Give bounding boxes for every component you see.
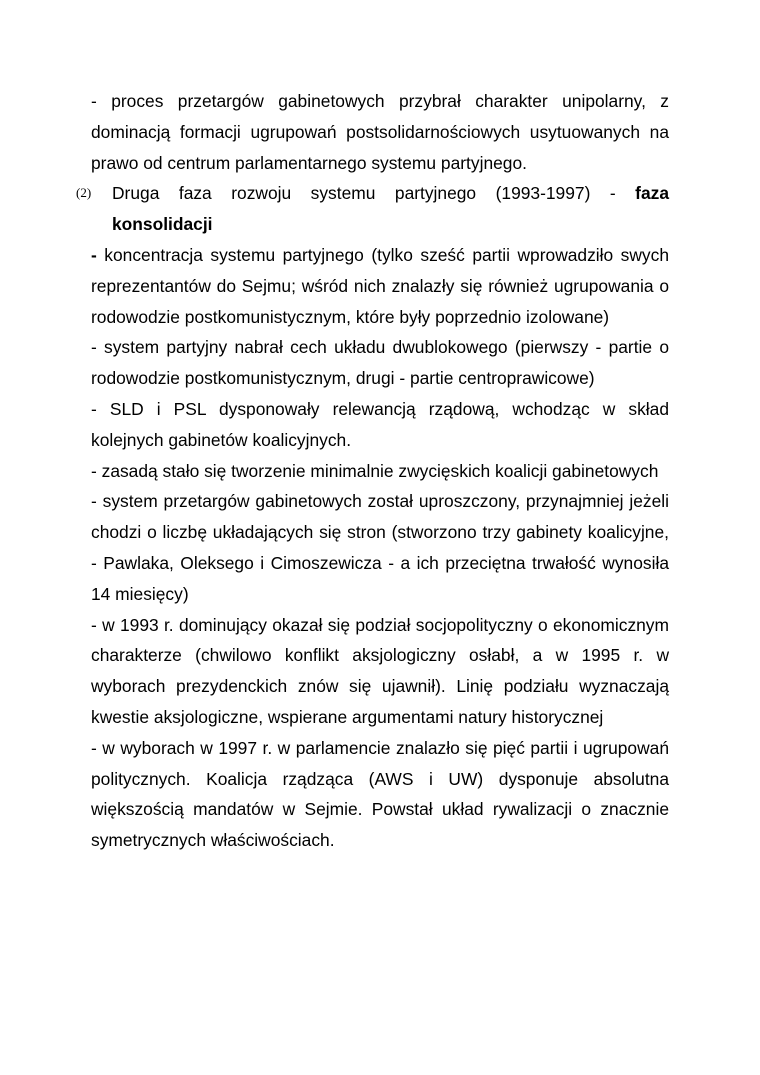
heading-text: Druga faza rozwoju systemu partyjnego (1993-1997) - xyxy=(112,183,616,204)
intro-paragraph: - proces przetargów gabinetowych przybrał charakter unipolarny, z dominacją formacji ugrupowań postsolidarnościowych usytuowanych na prawo od centrum parlamentarnego systemu partyjnego. xyxy=(91,91,669,173)
heading-bold-word: faza xyxy=(635,183,669,204)
list-item: - SLD i PSL dysponowały relewancją rządową, wchodząc w skład kolejnych gabinetów koalicyjnych. xyxy=(91,398,669,450)
list-item: - system przetargów gabinetowych został uproszczony, przynajmniej jeżeli chodzi o liczbę układających się stron (stworzono trzy gabinety koalicyjne, - Pawlaka, Oleksego i Cimoszewicza - a ich przeciętna trwałość wynosiła 14 miesięcy) xyxy=(91,491,669,604)
heading-line-1 xyxy=(91,178,669,209)
heading-line-2: konsolidacji xyxy=(112,214,213,235)
list-item-text: koncentracja systemu partyjnego (tylko sześć partii wprowadziło swych reprezentantów do Sejmu; wśród nich znalazły się również ugrupowania o rodowodzie postkomunistycznym, które były poprzednio izolowane) xyxy=(91,244,669,327)
list-item: - system partyjny nabrał cech układu dwublokowego (pierwszy - partie o rodowodzie postkomunistycznym, drugi - partie centroprawicowe) xyxy=(91,337,669,389)
list-item xyxy=(91,240,669,332)
list-item-dash: - xyxy=(91,244,97,265)
list-item: - zasadą stało się tworzenie minimalnie zwycięskich koalicji gabinetowych xyxy=(91,460,659,481)
list-item: - w 1993 r. dominujący okazał się podział socjopolityczny o ekonomicznym charakterze (chwilowo konflikt aksjologiczny osłabł, a w 1995 r. w wyborach prezydenckich znów się ujawnił). Linię podziału wyznaczają kwestie aksjologiczne, wspierane argumentami natury historycznej xyxy=(91,614,669,727)
section-heading xyxy=(76,178,669,240)
list-item: - w wyborach w 1997 r. w parlamencie znalazło się pięć partii i ugrupowań politycznych. Koalicja rządząca (AWS i UW) dysponuje absolutna większością mandatów w Sejmie. Powstał układ rywalizacji o znacznie symetrycznych właściwościach. xyxy=(91,737,669,851)
document-page xyxy=(76,86,669,856)
heading-number: (2) xyxy=(76,185,92,201)
